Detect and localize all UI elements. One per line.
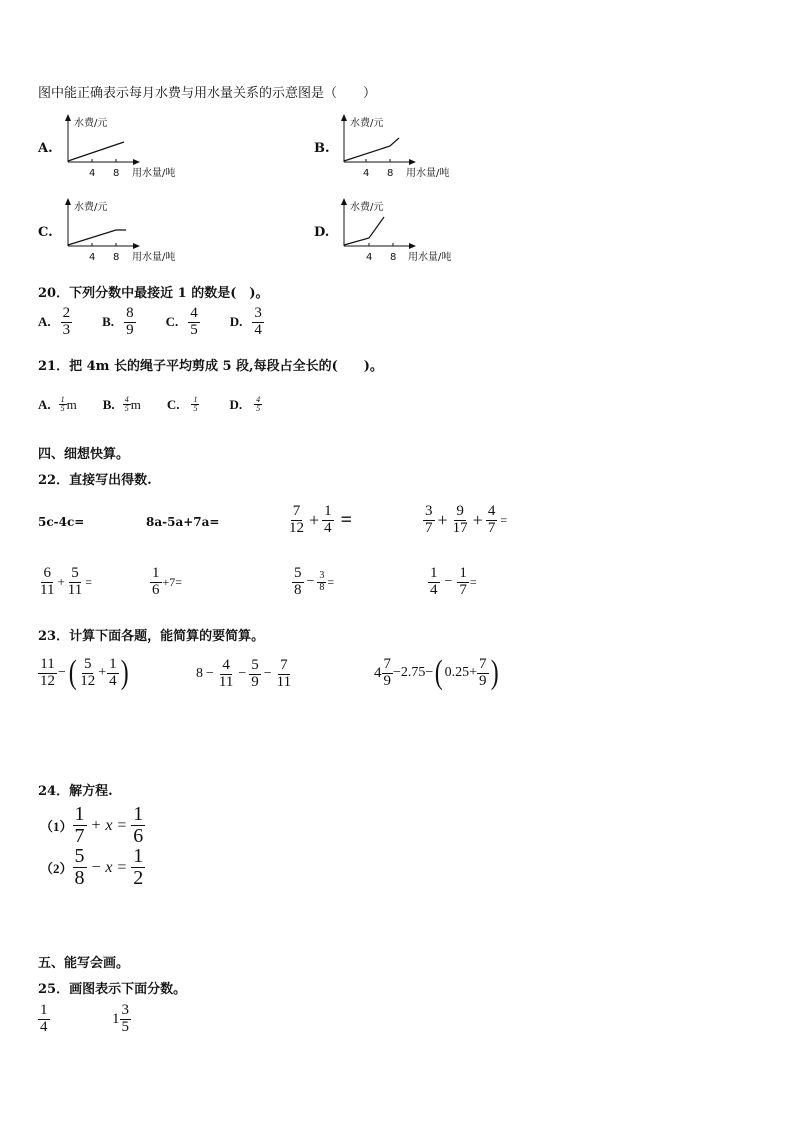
q21-option-a-unit: m: [66, 396, 77, 412]
q22-expr-2: 8a-5a+7a=: [146, 515, 220, 529]
q24-stem: 24．解方程.: [38, 784, 113, 799]
q20-option-a-label: A.: [38, 314, 51, 330]
tick-4: 4: [89, 168, 96, 179]
q19-stem: 图中能正确表示每月水费与用水量关系的示意图是（ ）: [38, 86, 377, 101]
q20-option-d-fraction: $\frac{3}{4}$: [254, 305, 262, 338]
x-axis-label: 用水量/吨: [408, 252, 452, 263]
q19-option-c-label: C.: [38, 225, 53, 240]
q20-option-c-label: C.: [165, 314, 179, 330]
q24-equation-1: （1） $\frac{1}{7}$ + x = $\frac{1}{6}$: [40, 803, 144, 847]
q22-expr-7: $\frac{5}{8}$ − $\frac{3}{8}$ =: [294, 565, 335, 598]
x-axis-label: 用水量/吨: [132, 252, 176, 263]
x-axis-label: 用水量/吨: [132, 168, 176, 179]
q21-option-d-fraction: $\frac{4}{5}$: [256, 395, 261, 414]
tick-8: 8: [390, 252, 397, 263]
section-5-title: 五、能写会画。: [38, 956, 130, 971]
q19-option-b-label: B.: [314, 141, 330, 156]
q21-option-b-label: B.: [102, 396, 115, 412]
q20-option-a-fraction: $\frac{2}{3}$: [62, 305, 71, 338]
line-series: [68, 230, 126, 245]
y-axis-arrow: [341, 198, 347, 205]
q25-fraction-1: $\frac{1}{4}$: [40, 1002, 48, 1035]
q21-option-b-unit: m: [130, 396, 141, 412]
line-series: [68, 142, 124, 161]
q22-stem: 22．直接写出得数.: [38, 473, 152, 488]
tick-4: 4: [366, 252, 373, 263]
q21-option-d-label: D.: [229, 396, 243, 412]
tick-4: 4: [363, 168, 370, 179]
y-axis-label: 水费/元: [350, 118, 384, 129]
q21-option-a-fraction: $\frac{1}{5}$: [60, 395, 65, 414]
y-axis-arrow: [65, 114, 71, 121]
q19-graph-c: [60, 196, 190, 268]
y-axis-arrow: [65, 198, 71, 205]
q22-expr-8: $\frac{1}{4}$ − $\frac{1}{7}$ =: [430, 565, 477, 598]
q24-equation-2: （2） $\frac{5}{8}$ − x = $\frac{1}{2}$: [40, 845, 144, 889]
q22-expr-3: $\frac{7}{12}$ + $\frac{1}{4}$ =: [289, 503, 353, 536]
x-axis-label: 用水量/吨: [406, 168, 450, 179]
y-axis-label: 水费/元: [350, 202, 384, 213]
q21-option-b-fraction: $\frac{4}{5}$: [124, 395, 129, 414]
q21-option-c-label: C.: [166, 396, 180, 412]
q21-options: [38, 396, 262, 414]
q22-expr-1: 5c-4c=: [38, 515, 85, 529]
q25-fraction-2: 1 $\frac{3}{5}$: [112, 1002, 129, 1035]
q23-expr-2: 8 − $\frac{4}{11}$ − $\frac{5}{9}$ − $\frac{7}{11}$: [196, 657, 292, 690]
q20-option-d-label: D.: [229, 314, 243, 330]
section-4-title: 四、细想快算。: [38, 447, 130, 462]
line-series: [344, 217, 384, 245]
q23-stem: 23．计算下面各题，能简算的要简算。: [38, 629, 265, 644]
q19-option-a-label: A.: [38, 141, 53, 156]
q22-expr-6: $\frac{1}{6}$ +7=: [152, 565, 183, 598]
q21-option-c-fraction: $\frac{1}{5}$: [193, 395, 198, 414]
x-axis-arrow: [133, 243, 140, 249]
y-axis-label: 水费/元: [74, 202, 108, 213]
tick-4: 4: [89, 252, 96, 263]
q25-stem: 25．画图表示下面分数。: [38, 982, 187, 997]
q22-expr-5: $\frac{6}{11}$ + $\frac{5}{11}$ =: [40, 565, 93, 598]
q22-expr-4: $\frac{3}{7}$ + $\frac{9}{17}$ + $\frac{4}{7}$ =: [425, 503, 508, 536]
q20-options: [38, 306, 264, 339]
q20-option-c-fraction: $\frac{4}{5}$: [190, 305, 198, 338]
tick-8: 8: [113, 252, 120, 263]
q20-stem: 20．下列分数中最接近 1 的数是( )。: [38, 286, 269, 301]
q19-graph-d: [336, 196, 466, 268]
x-axis-arrow: [409, 243, 416, 249]
q20-option-b-label: B.: [102, 314, 115, 330]
q19-graph-b: [336, 112, 466, 184]
x-axis-arrow: [133, 159, 140, 165]
tick-8: 8: [387, 168, 394, 179]
q21-stem: 21．把 4m 长的绳子平均剪成 5 段,每段占全长的( )。: [38, 359, 383, 374]
q19-option-d-label: D.: [314, 225, 330, 240]
q19-graph-a: [60, 112, 190, 184]
x-axis-arrow: [409, 159, 416, 165]
tick-8: 8: [113, 168, 120, 179]
q21-option-a-label: A.: [38, 396, 51, 412]
y-axis-arrow: [341, 114, 347, 121]
line-series: [344, 138, 399, 161]
q20-option-b-fraction: $\frac{8}{9}$: [126, 305, 134, 338]
q23-expr-1: $\frac{11}{12}$ − ( $\frac{5}{12}$ + $\frac{1}{4}$ ): [40, 654, 129, 691]
y-axis-label: 水费/元: [74, 118, 108, 129]
q23-expr-3: 4 $\frac{7}{9}$ −2.75− ( 0.25+ $\frac{7}{9}$ ): [374, 654, 499, 691]
